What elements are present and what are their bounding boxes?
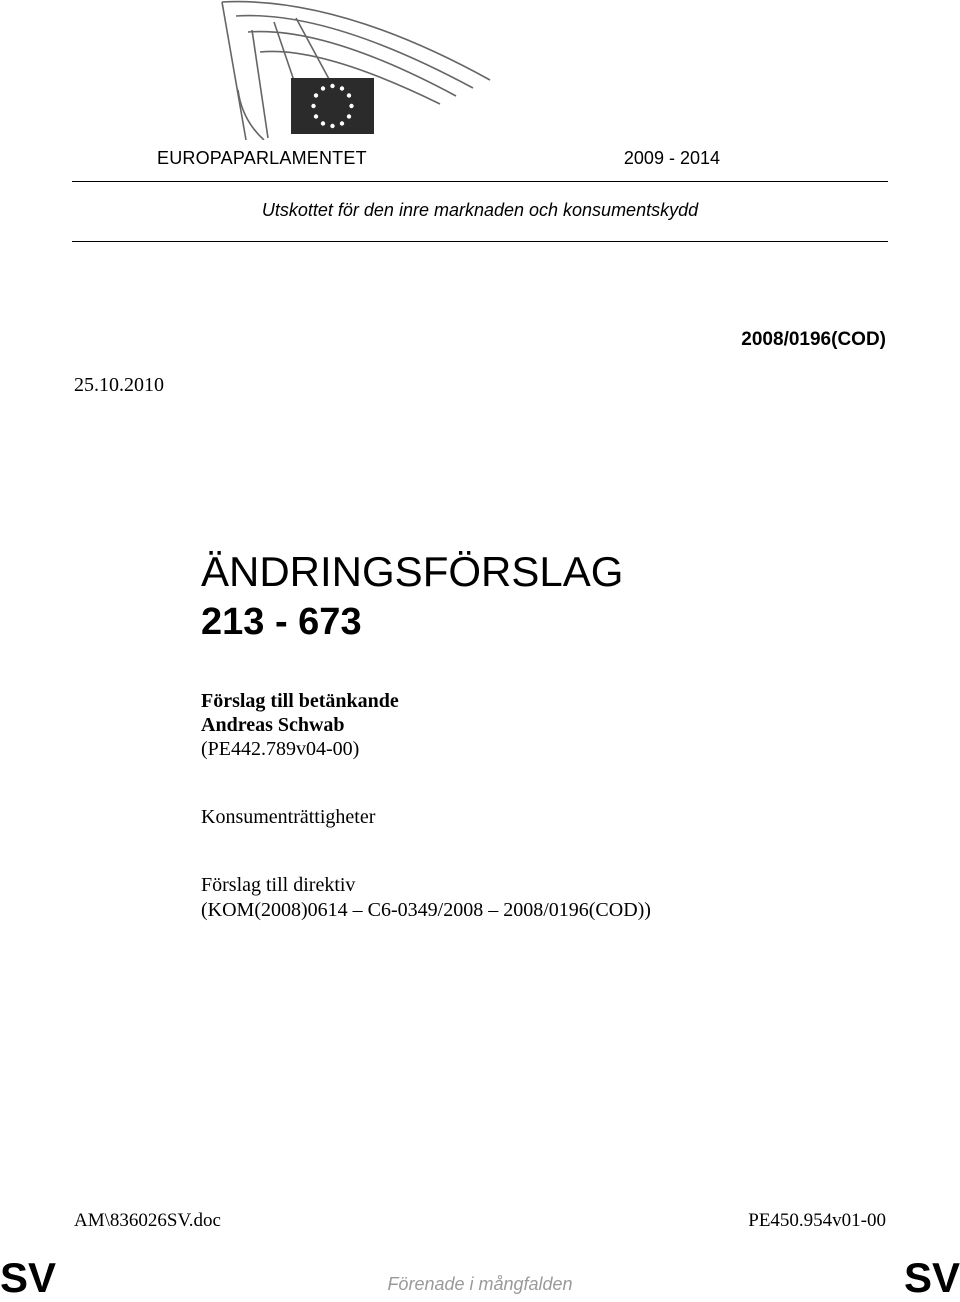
european-parliament-logo-icon — [218, 0, 508, 140]
language-code-right: SV — [903, 1254, 960, 1301]
rapporteur-name: Andreas Schwab — [201, 714, 345, 736]
amendment-range: 213 - 673 — [201, 601, 362, 643]
header-divider-top — [72, 181, 888, 182]
document-title: ÄNDRINGSFÖRSLAG — [201, 548, 624, 595]
draft-report-label: Förslag till betänkande — [201, 690, 399, 712]
committee-name: Utskottet för den inre marknaden och konsumentskydd — [261, 200, 699, 220]
language-code-left: SV — [0, 1254, 57, 1301]
procedure-number: 2008/0196(COD) — [741, 329, 886, 350]
document-subject: Konsumenträttigheter — [201, 806, 376, 828]
proposal-label: Förslag till direktiv — [201, 874, 356, 896]
parliamentary-term: 2009 - 2014 — [623, 148, 720, 168]
proposal-reference: (KOM(2008)0614 – C6-0349/2008 – 2008/0196(COD)) — [201, 899, 651, 921]
eu-motto: Förenade i mångfalden — [387, 1274, 573, 1294]
document-date: 25.10.2010 — [74, 374, 164, 396]
document-file-reference: AM\836026SV.doc — [74, 1210, 221, 1231]
header-divider-bottom — [72, 241, 888, 242]
draft-report-reference: (PE442.789v04-00) — [201, 738, 360, 760]
pe-reference: PE450.954v01-00 — [748, 1210, 886, 1231]
institution-name: EUROPAPARLAMENTET — [157, 148, 367, 168]
